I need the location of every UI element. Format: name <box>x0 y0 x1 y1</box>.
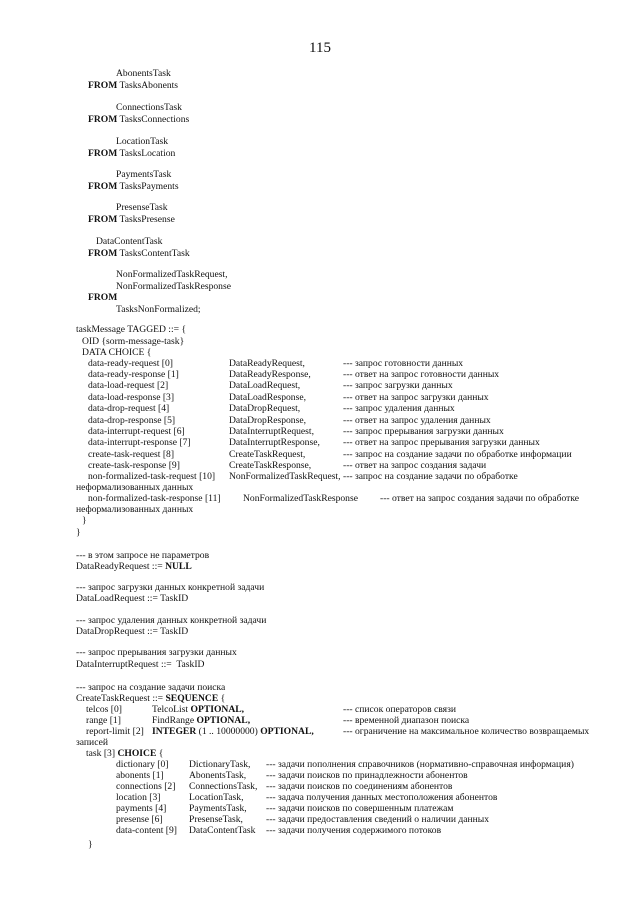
import-source: TasksConnections <box>119 114 190 125</box>
task-choice-comment: --- задачи поисков по совершенным платежам <box>266 803 454 814</box>
choice-type: NonFormalizedTaskResponse <box>243 493 358 504</box>
task-choice-name: presense [6] <box>116 814 163 825</box>
import-from-line <box>88 248 190 259</box>
task-choice-type: LocationTask, <box>189 792 244 803</box>
task-choice-comment: --- задачи получения содержимого потоков <box>266 825 442 836</box>
close-brace: } <box>82 515 87 526</box>
sequence-field-comment: --- ограничение на максимальное количество возвращаемых <box>343 726 590 737</box>
optional-keyword: OPTIONAL, <box>190 704 245 715</box>
definition-comment: --- запрос загрузки данных конкретной задачи <box>76 582 265 593</box>
import-from-line <box>88 214 175 225</box>
choice-field: non-formalized-task-response [11] <box>88 493 221 504</box>
task-choice-type: PresenseTask, <box>189 814 243 825</box>
sequence-field-name: range [1] <box>86 715 121 726</box>
task-choice-name: abonents [1] <box>116 770 164 781</box>
choice-comment: --- ответ на запрос удаления данных <box>343 415 491 426</box>
task-choice-name: dictionary [0] <box>116 759 169 770</box>
import-from-line <box>88 80 178 91</box>
import-item: NonFormalizedTaskRequest, <box>116 269 228 280</box>
choice-field: create-task-response [9] <box>88 460 180 471</box>
choice-type: CreateTaskResponse, <box>229 460 312 471</box>
choice-type: DataLoadResponse, <box>229 392 306 403</box>
task-choice-type: DataContentTask <box>189 825 256 836</box>
choice-comment: --- ответ на запрос загрузки данных <box>343 392 489 403</box>
type-name: FindRange <box>152 715 197 726</box>
choice-type: DataDropResponse, <box>229 415 306 426</box>
choice-comment: --- ответ на запрос готовности данных <box>343 369 500 380</box>
choice-field: data-load-request [2] <box>88 380 169 391</box>
type-name: TelcoList <box>152 704 191 715</box>
choice-type: DataDropRequest, <box>229 403 301 414</box>
task-choice-comment: --- задача получения данных местоположения абонентов <box>266 792 498 803</box>
task-choice-name: data-content [9] <box>116 825 177 836</box>
from-keyword: FROM <box>88 214 118 225</box>
task-choice-name: location [3] <box>116 792 161 803</box>
close-brace: } <box>76 527 81 538</box>
choice-field: data-interrupt-request [6] <box>88 426 185 437</box>
task-field-name: task [3] <box>86 748 118 759</box>
import-source: TasksContentTask <box>119 248 190 259</box>
choice-comment: --- ответ на запрос прерывания загрузки данных <box>343 437 540 448</box>
from-keyword: FROM <box>88 248 118 259</box>
choice-field: data-load-response [3] <box>88 392 175 403</box>
open-brace: { <box>218 693 226 704</box>
choice-type: DataReadyRequest, <box>229 358 305 369</box>
choice-field: data-drop-request [4] <box>88 403 170 414</box>
import-from-line <box>88 148 175 159</box>
import-source: TasksAbonents <box>119 80 179 91</box>
optional-keyword: OPTIONAL, <box>260 726 314 737</box>
sequence-field-comment-wrap: записей <box>76 737 108 748</box>
choice-field: create-task-request [8] <box>88 449 175 460</box>
sequence-field-type <box>152 726 314 737</box>
choice-comment: --- запрос удаления данных <box>343 403 455 414</box>
task-choice-type: ConnectionsTask, <box>189 781 258 792</box>
definition-lhs: DataDropRequest ::= TaskID <box>76 626 189 637</box>
import-source: TasksPresense <box>119 214 175 225</box>
choice-comment-wrap: неформализованных данных <box>76 482 194 493</box>
definition-comment: --- в этом запросе не параметров <box>76 550 210 561</box>
task-choice-type: AbonentsTask, <box>189 770 247 781</box>
from-keyword: FROM <box>88 148 118 159</box>
import-item: NonFormalizedTaskResponse <box>116 281 231 292</box>
choice-comment: --- запрос прерывания загрузки данных <box>343 426 504 437</box>
choice-field: data-interrupt-response [7] <box>88 437 191 448</box>
import-item: PaymentsTask <box>116 169 172 180</box>
integer-range: (1 .. 10000000) <box>196 726 261 737</box>
definition-comment: --- запрос прерывания загрузки данных <box>76 647 237 658</box>
task-choice-comment: --- задачи пополнения справочников (нормативно-справочная информация) <box>266 759 574 770</box>
import-item: DataContentTask <box>96 236 163 247</box>
close-brace: } <box>88 839 93 850</box>
choice-type: DataLoadRequest, <box>229 380 301 391</box>
choice-field: non-formalized-task-request [10] <box>88 471 216 482</box>
import-item: LocationTask <box>116 136 169 147</box>
sequence-field-name: report-limit [2] <box>86 726 144 737</box>
sequence-field-name: telcos [0] <box>86 704 122 715</box>
task-choice-name: connections [2] <box>116 781 176 792</box>
definition-lhs: DataInterruptRequest ::= TaskID <box>76 659 205 670</box>
import-source: TasksPayments <box>119 181 179 192</box>
task-choice-comment: --- задачи предоставления сведений о наличии данных <box>266 814 490 825</box>
open-brace: { <box>156 748 164 759</box>
choice-comment: --- запрос загрузки данных <box>343 380 453 391</box>
from-keyword: FROM <box>88 80 118 91</box>
from-keyword: FROM <box>88 114 118 125</box>
choice-field: data-drop-response [5] <box>88 415 176 426</box>
import-item: PresenseTask <box>116 202 168 213</box>
choice-comment: --- запрос готовности данных <box>343 358 464 369</box>
definition-comment: --- запрос на создание задачи поиска <box>76 682 226 693</box>
page-number: 115 <box>309 40 331 56</box>
choice-field: data-ready-request [0] <box>88 358 173 369</box>
choice-comment: --- запрос на создание задачи по обработке <box>343 471 518 482</box>
task-choice-name: payments [4] <box>116 803 167 814</box>
task-choice-comment: --- задачи поисков по соединениям абонентов <box>266 781 453 792</box>
integer-keyword: INTEGER <box>152 726 197 737</box>
choice-type: CreateTaskRequest, <box>229 449 306 460</box>
import-item: ConnectionsTask <box>116 102 182 113</box>
task-message-oid: OID {sorm-message-task} <box>82 336 185 347</box>
import-source: TasksNonFormalized; <box>116 304 201 315</box>
task-choice-type: DictionaryTask, <box>189 759 251 770</box>
create-task-header <box>76 693 225 704</box>
task-choice-type: PaymentsTask, <box>189 803 247 814</box>
task-choice-header <box>86 748 163 759</box>
task-message-header: taskMessage TAGGED ::= { <box>76 324 187 335</box>
choice-type: DataInterruptResponse, <box>229 437 320 448</box>
import-from-line <box>88 181 179 192</box>
definition-lhs: CreateTaskRequest ::= <box>76 693 166 704</box>
choice-type: DataReadyResponse, <box>229 369 311 380</box>
choice-comment: --- ответ на запрос создания задачи <box>343 460 487 471</box>
sequence-keyword: SEQUENCE <box>165 693 219 704</box>
choice-comment-wrap: неформализованных данных <box>76 504 194 515</box>
choice-field: data-ready-response [1] <box>88 369 179 380</box>
definition-lhs: DataReadyRequest ::= <box>76 561 166 572</box>
import-item: AbonentsTask <box>116 68 171 79</box>
definition-comment: --- запрос удаления данных конкретной задачи <box>76 615 267 626</box>
task-choice-comment: --- задачи поисков по принадлежности абонентов <box>266 770 468 781</box>
sequence-field-comment: --- список операторов связи <box>343 704 457 715</box>
choice-type: DataInterruptRequest, <box>229 426 314 437</box>
optional-keyword: OPTIONAL, <box>196 715 251 726</box>
definition-line <box>76 561 192 572</box>
choice-type: NonFormalizedTaskRequest, <box>229 471 341 482</box>
from-keyword: FROM <box>88 292 118 303</box>
null-keyword: NULL <box>165 561 192 572</box>
import-source: TasksLocation <box>119 148 176 159</box>
sequence-field-type <box>152 715 250 726</box>
task-message-choice: DATA CHOICE { <box>82 347 152 358</box>
import-from-line <box>88 114 189 125</box>
choice-comment: --- запрос на создание задачи по обработке информации <box>343 449 572 460</box>
sequence-field-type <box>152 704 244 715</box>
from-keyword: FROM <box>88 181 118 192</box>
choice-comment: --- ответ на запрос создания задачи по обработке <box>380 493 580 504</box>
definition-lhs: DataLoadRequest ::= TaskID <box>76 593 189 604</box>
choice-keyword: CHOICE <box>117 748 157 759</box>
sequence-field-comment: --- временной диапазон поиска <box>343 715 470 726</box>
